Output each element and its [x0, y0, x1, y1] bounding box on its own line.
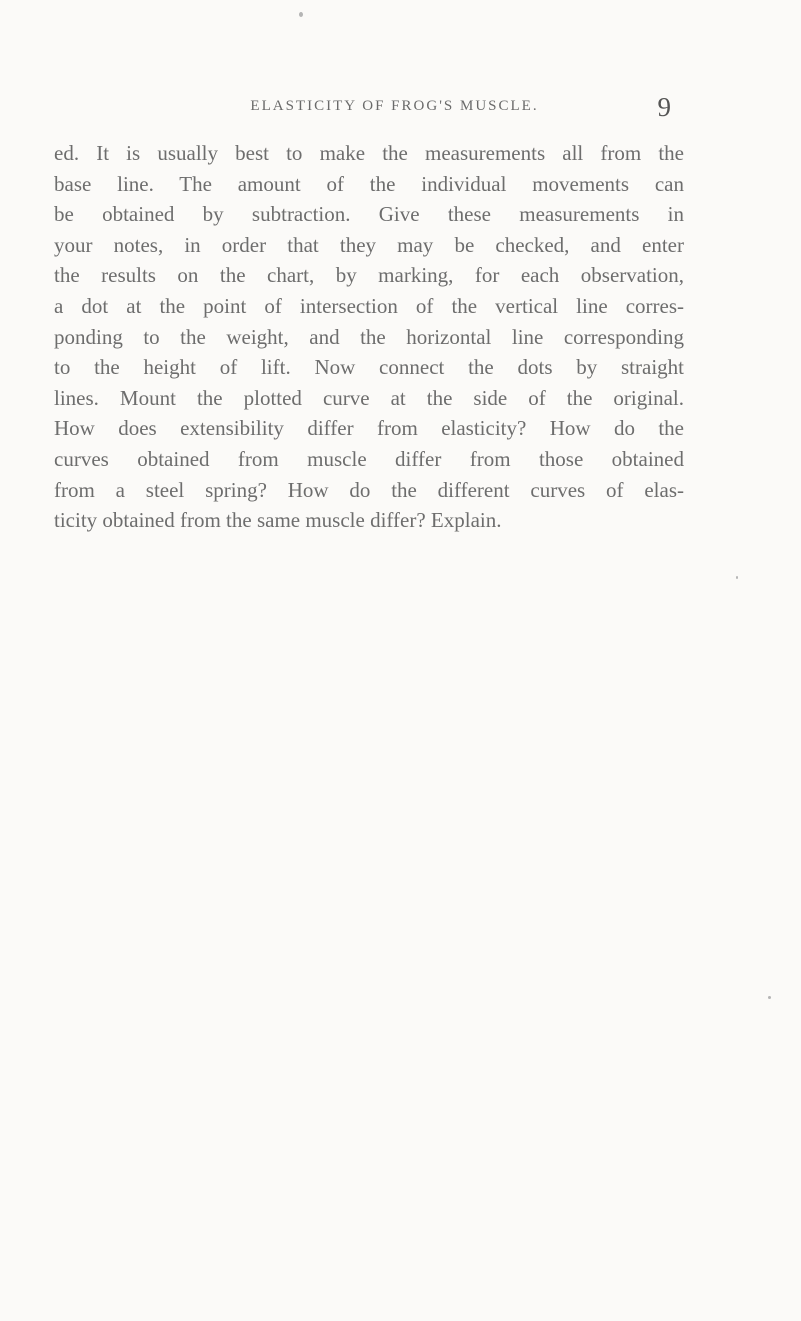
text-line: How does extensibility differ from elasticity? How do the: [54, 416, 684, 441]
text-line: the results on the chart, by marking, for each observation,: [54, 263, 684, 288]
text-line: a dot at the point of intersection of the vertical line corres-: [54, 293, 684, 318]
text-line: from a steel spring? How do the different curves of elas-: [54, 477, 684, 502]
page-number: 9: [657, 92, 671, 122]
text-line: ed. It is usually best to make the measurements all from the: [54, 141, 684, 165]
text-line: to the height of lift. Now connect the dots by straight: [54, 355, 684, 380]
paper-speck: [736, 576, 738, 579]
paper-speck: [768, 996, 771, 999]
text-line: lines. Mount the plotted curve at the side of the original.: [54, 385, 684, 410]
text-line: ponding to the weight, and the horizontal line corresponding: [54, 324, 684, 349]
text-line: curves obtained from muscle differ from those obtained: [54, 446, 684, 471]
text-line: be obtained by subtraction. Give these measurements in: [54, 202, 684, 227]
body-paragraph: [54, 138, 684, 536]
paper-speck: [299, 12, 303, 17]
running-head: [118, 92, 671, 136]
running-title: ELASTICITY OF FROG'S MUSCLE.: [250, 98, 539, 114]
text-line: base line. The amount of the individual movements can: [54, 171, 684, 196]
text-line-last: ticity obtained from the same muscle differ? Explain.: [54, 508, 502, 533]
text-line: your notes, in order that they may be checked, and enter: [54, 232, 684, 257]
